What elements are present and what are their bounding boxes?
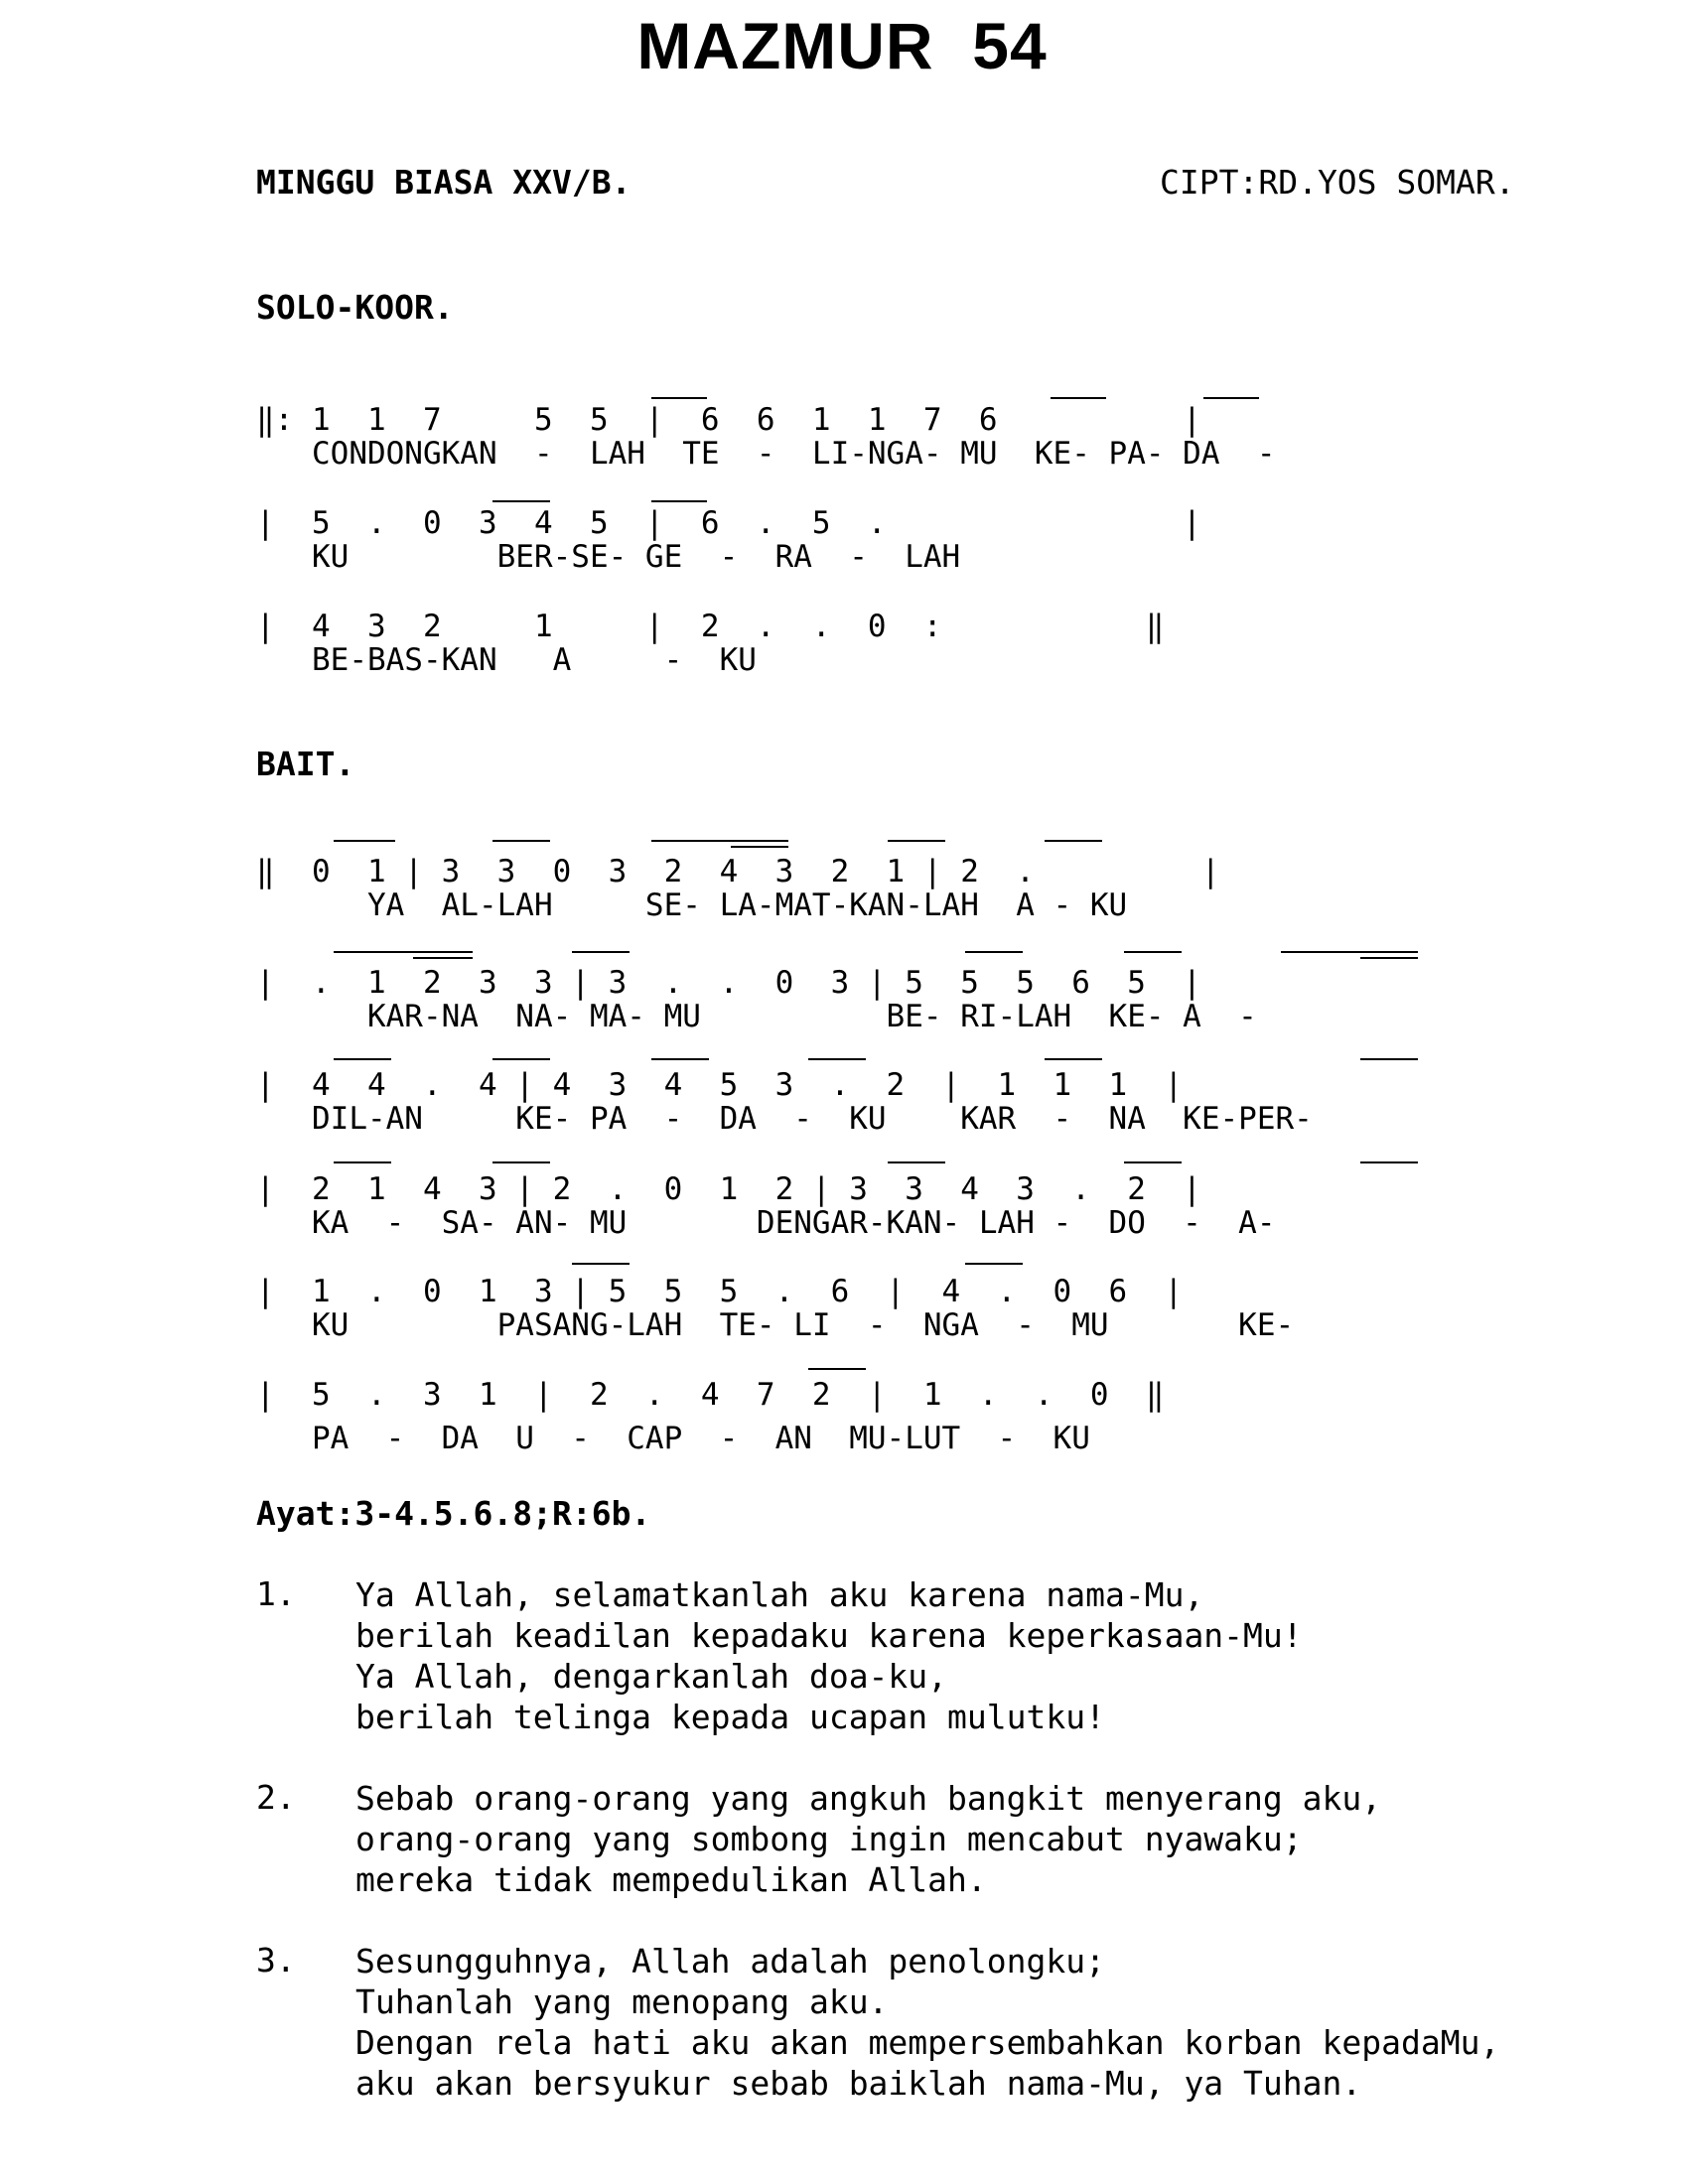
beam [1203, 397, 1259, 399]
beam [651, 397, 707, 399]
verse-notes-2: | . 1 2 3 3 | 3 . . 0 3 | 5 5 5 6 5 | [256, 965, 1201, 1001]
verse-line: Ya Allah, dengarkanlah doa-ku, [355, 1657, 948, 1696]
page-title: MAZMUR 54 [636, 9, 1048, 82]
ayat-reference: Ayat:3-4.5.6.8;R:6b. [256, 1494, 651, 1533]
beam [334, 1161, 391, 1163]
beam [572, 1263, 630, 1265]
beam [334, 1058, 391, 1060]
beam [492, 1058, 550, 1060]
verse-notes-4: | 2 1 4 3 | 2 . 0 1 2 | 3 3 4 3 . 2 | [256, 1171, 1201, 1207]
verse-lyrics-1: YA AL-LAH SE- LA-MAT-KAN-LAH A - KU [256, 887, 1128, 923]
verse-line: Dengan rela hati aku akan mempersembahkan korban kepadaMu, [355, 2023, 1500, 2062]
beam [1360, 1161, 1418, 1163]
beam [1124, 951, 1182, 953]
beam [1281, 951, 1418, 953]
verse-notes-1: ‖ 0 1 | 3 3 0 3 2 4 3 2 1 | 2 . | [256, 854, 1220, 889]
verse-lyrics-6: PA - DA U - CAP - AN MU-LUT - KU [256, 1421, 1090, 1456]
refrain-notes-1: ‖: 1 1 7 5 5 | 6 6 1 1 7 6 | [256, 402, 1201, 438]
refrain-lyrics-3: BE-BAS-KAN A - KU [256, 642, 757, 678]
verse-line: Sesungguhnya, Allah adalah penolongku; [355, 1942, 1105, 1980]
beam [413, 957, 473, 959]
beam [808, 1058, 866, 1060]
verse-line: berilah keadilan kepadaku karena keperkasaan-Mu! [355, 1616, 1303, 1655]
verse-notes-3: | 4 4 . 4 | 4 3 4 5 3 . 2 | 1 1 1 | [256, 1067, 1184, 1103]
beam [808, 1368, 866, 1370]
beam [888, 840, 945, 842]
refrain-label: SOLO-KOOR. [256, 288, 454, 327]
verse-line: berilah telinga kepada ucapan mulutku! [355, 1698, 1105, 1736]
verse-number: 1. [256, 1574, 296, 1613]
verse-lyrics-5: KU PASANG-LAH TE- LI - NGA - MU KE- [256, 1307, 1295, 1343]
beam [965, 951, 1023, 953]
verse-number: 3. [256, 1941, 296, 1979]
beam [492, 840, 550, 842]
verse-notes-6: | 5 . 3 1 | 2 . 4 7 2 | 1 . . 0 ‖ [256, 1377, 1165, 1413]
verse-lyrics-3: DIL-AN KE- PA - DA - KU KAR - NA KE-PER- [256, 1101, 1313, 1137]
beam [1045, 1058, 1102, 1060]
verse-lyrics-2: KAR-NA NA- MA- MU BE- RI-LAH KE- A - [256, 999, 1257, 1034]
beam [492, 500, 550, 502]
verse-label: BAIT. [256, 745, 355, 783]
beam [651, 840, 788, 842]
refrain-notes-2: | 5 . 0 3 4 5 | 6 . 5 . | [256, 505, 1201, 541]
verse-line: Tuhanlah yang menopang aku. [355, 1982, 889, 2021]
beam [965, 1263, 1023, 1265]
refrain-lyrics-2: KU BER-SE- GE - RA - LAH [256, 539, 961, 575]
refrain-lyrics-1: CONDONGKAN - LAH TE - LI-NGA- MU KE- PA- DA - [256, 436, 1276, 472]
beam [1124, 1161, 1182, 1163]
beam [1045, 840, 1102, 842]
beam [1360, 1058, 1418, 1060]
beam [888, 1161, 945, 1163]
beam [334, 840, 395, 842]
beam [492, 1161, 550, 1163]
verse-line: Sebab orang-orang yang angkuh bangkit menyerang aku, [355, 1779, 1382, 1818]
beam [572, 951, 630, 953]
verse-number: 2. [256, 1778, 296, 1817]
beam [334, 951, 473, 953]
beam [651, 500, 707, 502]
verse-lyrics-4: KA - SA- AN- MU DENGAR-KAN- LAH - DO - A- [256, 1205, 1276, 1241]
verse-notes-5: | 1 . 0 1 3 | 5 5 5 . 6 | 4 . 0 6 | [256, 1274, 1184, 1309]
verse-line: mereka tidak mempedulikan Allah. [355, 1860, 987, 1899]
beam [731, 846, 788, 848]
beam [1360, 957, 1418, 959]
beam [1051, 397, 1106, 399]
verse-line: Ya Allah, selamatkanlah aku karena nama-Mu, [355, 1575, 1204, 1614]
occasion-label: MINGGU BIASA XXV/B. [256, 163, 632, 202]
composer-credit: CIPT:RD.YOS SOMAR. [1160, 163, 1515, 202]
refrain-notes-3: | 4 3 2 1 | 2 . . 0 : ‖ [256, 609, 1165, 644]
beam [651, 1058, 709, 1060]
verse-line: orang-orang yang sombong ingin mencabut nyawaku; [355, 1820, 1303, 1858]
verse-line: aku akan bersyukur sebab baiklah nama-Mu, ya Tuhan. [355, 2064, 1362, 2103]
